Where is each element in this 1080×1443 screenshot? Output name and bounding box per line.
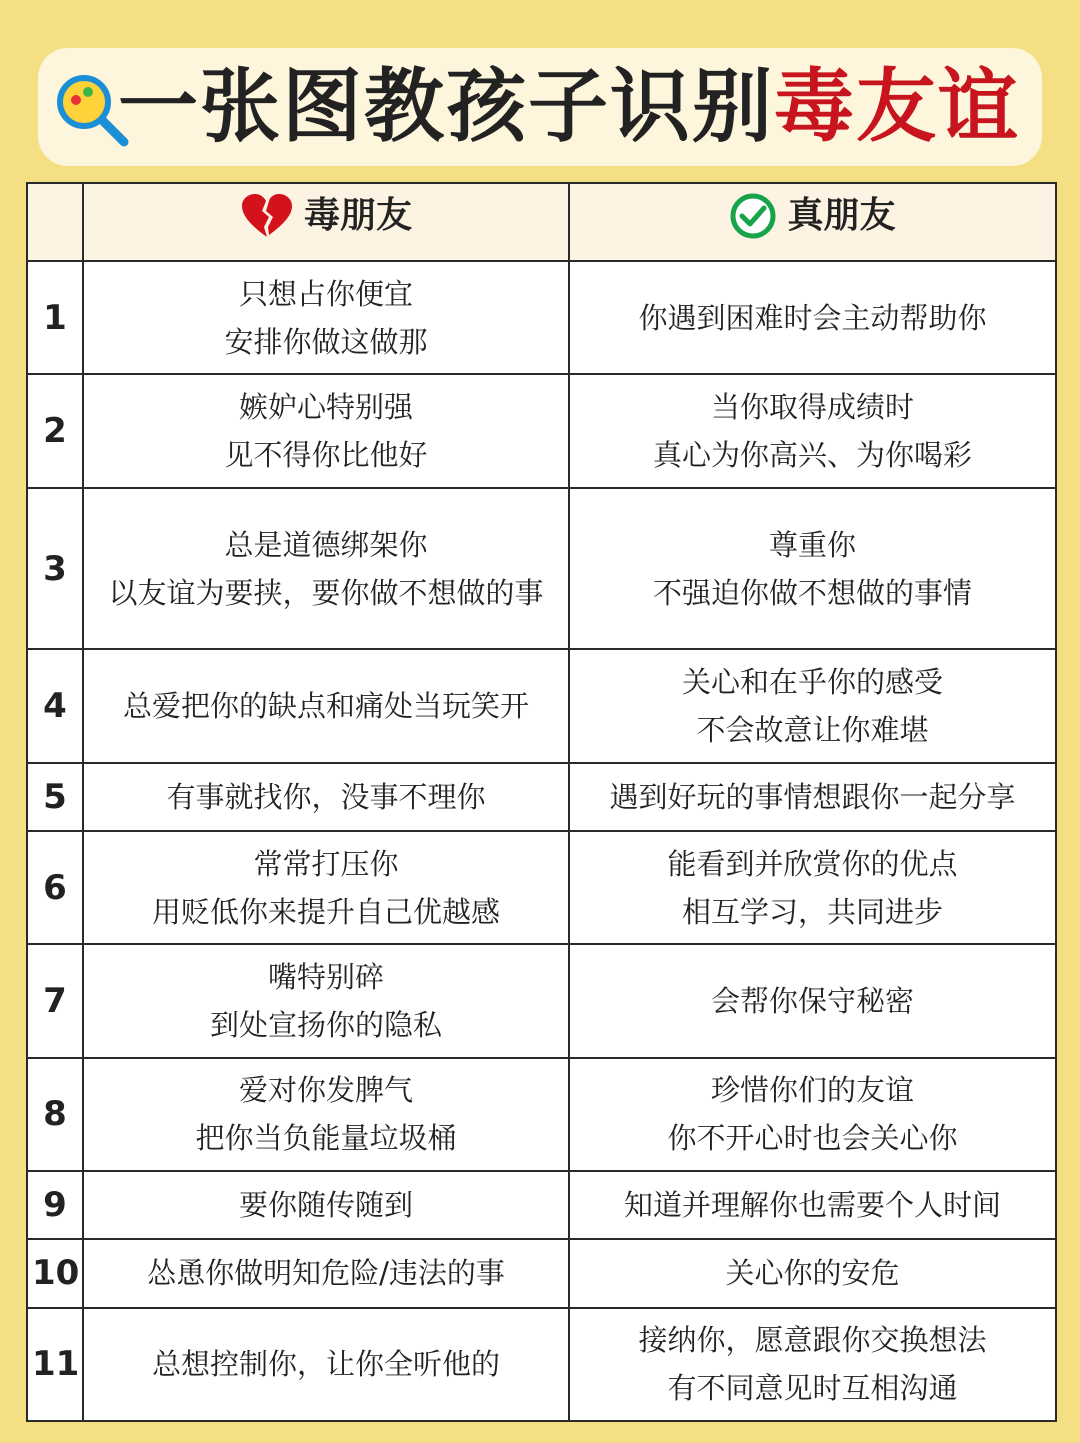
true-friend-cell [569, 1308, 1056, 1421]
row-number: 10 [27, 1239, 83, 1307]
title-bar [38, 48, 1042, 166]
table-header-row [27, 183, 1056, 261]
toxic-cell-line: 只想占你便宜 [238, 276, 413, 311]
true-friend-cell-line: 不会故意让你难堪 [696, 713, 929, 748]
toxic-cell-line: 怂恿你做明知危险/违法的事 [147, 1256, 505, 1291]
row-number: 4 [27, 649, 83, 762]
toxic-cell-line: 安排你做这做那 [224, 324, 428, 359]
table-row [27, 1171, 1056, 1239]
toxic-cell [83, 763, 569, 831]
header-true-label: 真朋友 [787, 194, 896, 236]
row-number: 1 [27, 261, 83, 374]
toxic-cell [83, 1171, 569, 1239]
row-number: 6 [27, 831, 83, 944]
header-true [569, 183, 1056, 261]
true-friend-cell [569, 831, 1056, 944]
row-number: 11 [27, 1308, 83, 1421]
table-row [27, 831, 1056, 944]
toxic-cell [83, 374, 569, 487]
table-row [27, 374, 1056, 487]
toxic-cell-line: 常常打压你 [253, 846, 399, 881]
toxic-cell-line: 嫉妒心特别强 [238, 390, 413, 425]
true-friend-cell [569, 944, 1056, 1057]
true-friend-cell-line: 你不开心时也会关心你 [667, 1121, 958, 1156]
title-highlight: 毒友谊 [774, 60, 1020, 153]
toxic-cell [83, 1239, 569, 1307]
table-row [27, 488, 1056, 650]
header-number-cell [27, 183, 83, 261]
true-friend-cell [569, 649, 1056, 762]
toxic-cell-line: 见不得你比他好 [224, 438, 428, 473]
true-friend-cell-line: 接纳你，愿意跟你交换想法 [638, 1323, 987, 1358]
true-friend-cell-line: 能看到并欣赏你的优点 [667, 846, 958, 881]
toxic-cell-line: 要你随传随到 [238, 1188, 413, 1223]
toxic-cell-line: 以友谊为要挟，要你做不想做的事 [108, 575, 544, 610]
toxic-cell [83, 944, 569, 1057]
toxic-cell-line: 总想控制你，让你全听他的 [151, 1347, 500, 1382]
toxic-cell-line: 总爱把你的缺点和痛处当玩笑开 [122, 689, 529, 724]
toxic-cell [83, 1058, 569, 1171]
table-row [27, 649, 1056, 762]
toxic-cell-line: 到处宣扬你的隐私 [209, 1008, 442, 1043]
toxic-cell-line: 总是道德绑架你 [224, 527, 428, 562]
toxic-cell-line: 有事就找你，没事不理你 [166, 779, 486, 814]
true-friend-cell [569, 1058, 1056, 1171]
true-friend-cell-line: 真心为你高兴、为你喝彩 [652, 438, 972, 473]
page-title [118, 52, 1020, 162]
true-friend-cell [569, 261, 1056, 374]
table-row [27, 1308, 1056, 1421]
row-number: 7 [27, 944, 83, 1057]
true-friend-cell-line: 尊重你 [768, 527, 856, 562]
true-friend-cell [569, 488, 1056, 650]
table-row [27, 261, 1056, 374]
broken-heart-icon [240, 193, 294, 239]
toxic-cell-line: 用贬低你来提升自己优越感 [151, 894, 500, 929]
table-row [27, 1058, 1056, 1171]
toxic-cell [83, 261, 569, 374]
row-number: 2 [27, 374, 83, 487]
true-friend-cell-line: 相互学习，共同进步 [681, 894, 943, 929]
true-friend-cell-line: 关心你的安危 [725, 1256, 900, 1291]
toxic-cell [83, 649, 569, 762]
table-row [27, 944, 1056, 1057]
true-friend-cell-line: 会帮你保守秘密 [710, 984, 914, 1019]
true-friend-cell-line: 当你取得成绩时 [710, 390, 914, 425]
toxic-cell [83, 831, 569, 944]
header-toxic [83, 183, 569, 261]
true-friend-cell [569, 1171, 1056, 1239]
true-friend-cell-line: 不强迫你做不想做的事情 [652, 575, 972, 610]
true-friend-cell-line: 遇到好玩的事情想跟你一起分享 [609, 779, 1016, 814]
header-toxic-label: 毒朋友 [303, 195, 412, 236]
title-main: 一张图教孩子识别 [118, 60, 774, 153]
table-row [27, 763, 1056, 831]
toxic-cell-line: 把你当负能量垃圾桶 [195, 1121, 457, 1156]
table-row [27, 1239, 1056, 1307]
true-friend-cell-line: 有不同意见时互相沟通 [667, 1371, 958, 1406]
true-friend-cell-line: 珍惜你们的友谊 [710, 1073, 914, 1108]
true-friend-cell [569, 1239, 1056, 1307]
true-friend-cell-line: 你遇到困难时会主动帮助你 [638, 300, 987, 335]
toxic-cell-line: 爱对你发脾气 [238, 1073, 413, 1108]
true-friend-cell-line: 关心和在乎你的感受 [681, 665, 943, 700]
row-number: 8 [27, 1058, 83, 1171]
row-number: 9 [27, 1171, 83, 1239]
toxic-cell [83, 488, 569, 650]
toxic-cell [83, 1308, 569, 1421]
true-friend-cell [569, 763, 1056, 831]
true-friend-cell [569, 374, 1056, 487]
toxic-cell-line: 嘴特别碎 [267, 960, 384, 995]
row-number: 3 [27, 488, 83, 650]
true-friend-cell-line: 知道并理解你也需要个人时间 [623, 1188, 1001, 1223]
row-number: 5 [27, 763, 83, 831]
comparison-table [26, 182, 1057, 1422]
check-circle-icon [729, 192, 777, 240]
